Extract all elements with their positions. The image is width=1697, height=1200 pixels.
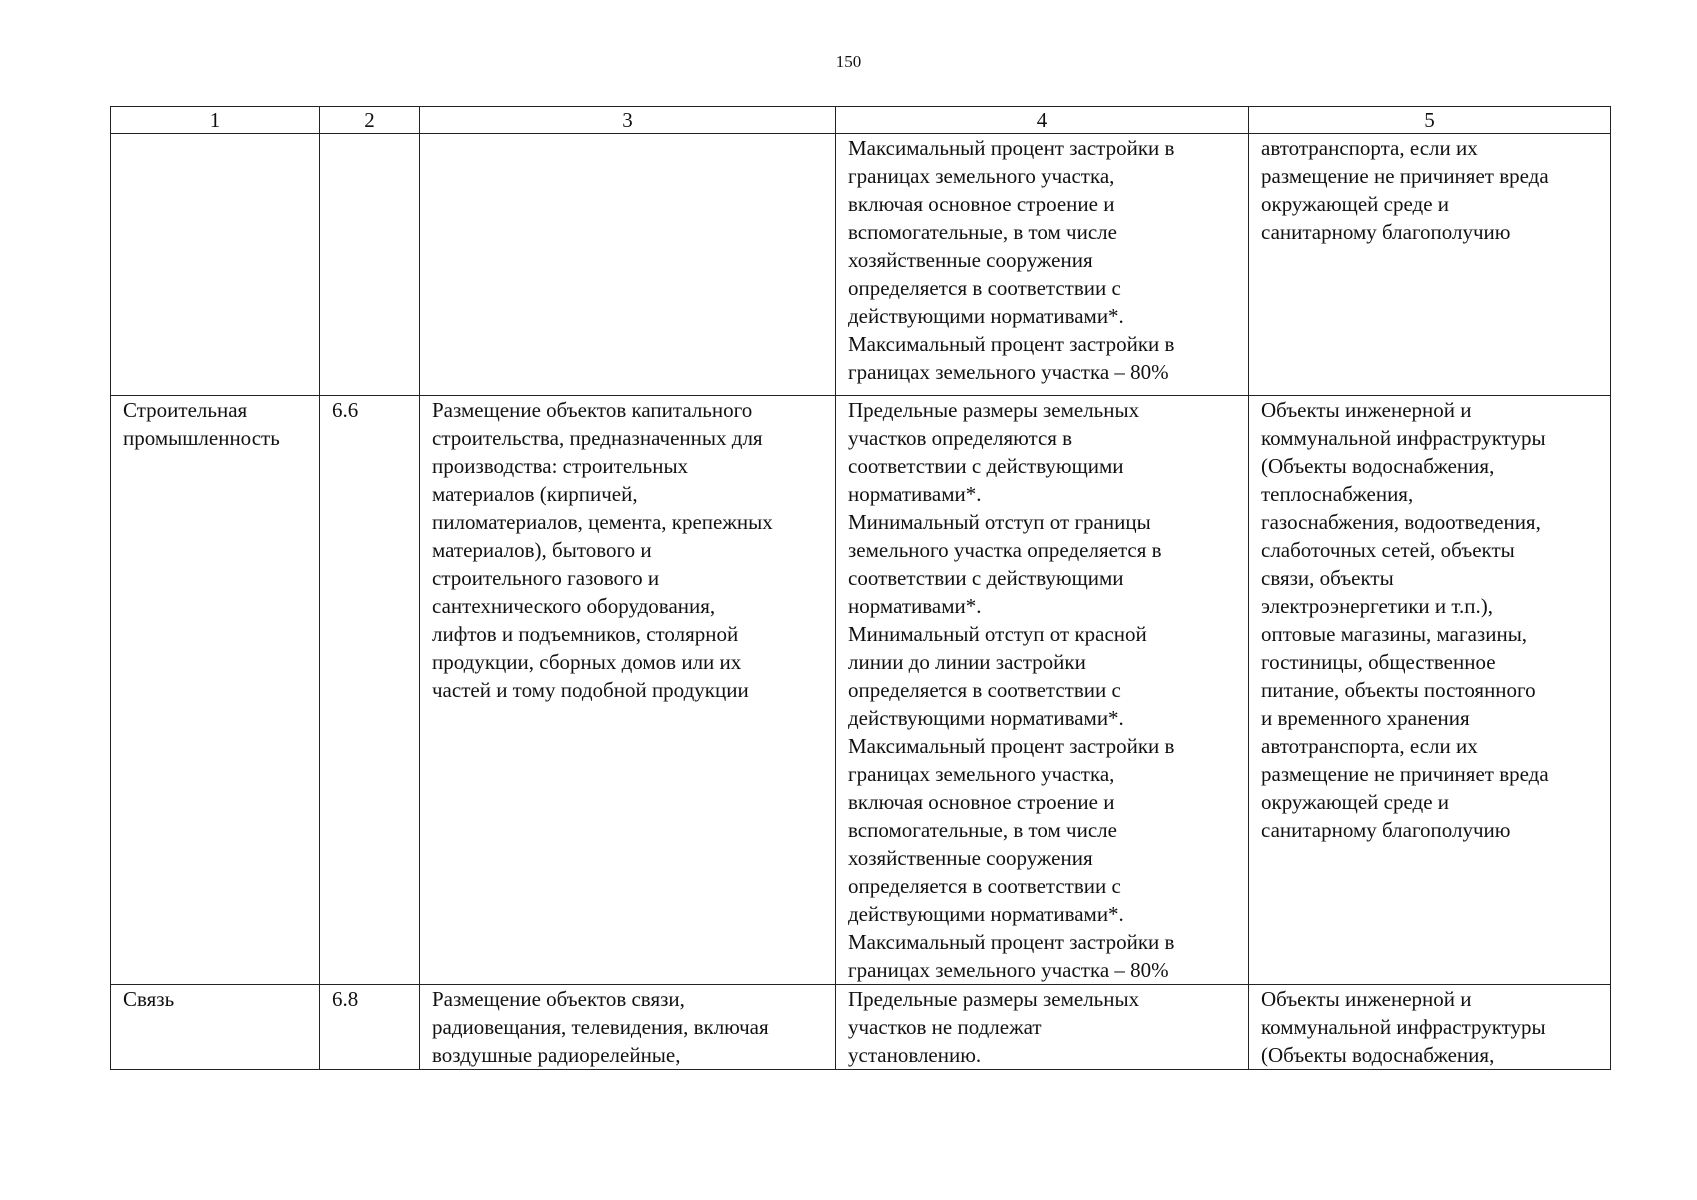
column-header-1: 1 bbox=[111, 107, 320, 134]
column-header-2: 2 bbox=[320, 107, 420, 134]
cell-text: Строительная промышленность bbox=[123, 398, 280, 450]
cell-use-description bbox=[420, 134, 836, 396]
table-row bbox=[111, 985, 1611, 1070]
zoning-table bbox=[110, 106, 1611, 1070]
cell-text: Предельные размеры земельных участков определяются в соответствии с действующими нормативами*. Минимальный отступ от границы земельного участка определяется в соответствии с действующими нормативами*. Минимальный отступ от красной линии до линии застройки определяется в соответствии с действующими нормативами*. Максимальный процент застройки в границах земельного участка, включая основное строение и вспомогательные, в том числе хозяйственные сооружения определяется в соответствии с действующими нормативами*. Максимальный процент застройки в границах земельного участка – 80% bbox=[848, 398, 1175, 982]
page-number: 150 bbox=[835, 52, 862, 71]
cell-text: Связь bbox=[123, 987, 175, 1011]
cell-text: Объекты инженерной и коммунальной инфраструктуры (Объекты водоснабжения, bbox=[1261, 987, 1546, 1067]
column-header-3: 3 bbox=[420, 107, 836, 134]
cell-use-code bbox=[320, 134, 420, 396]
cell-auxiliary-uses bbox=[1249, 985, 1611, 1070]
cell-text: Объекты инженерной и коммунальной инфраструктуры (Объекты водоснабжения, теплоснабжения, газоснабжения, водоотведения, слаботочных сетей, объекты связи, объекты электроэнергетики и т.п.), оптовые магазины, магазины, гостиницы, общественное питание, объекты постоянного и временного хранения автотранспорта, если их размещение не причиняет вреда окружающей среде и санитарному благополучию bbox=[1261, 398, 1549, 842]
column-header-4: 4 bbox=[836, 107, 1249, 134]
cell-text: Максимальный процент застройки в границах земельного участка, включая основное строение и вспомогательные, в том числе хозяйственные сооружения определяется в соответствии с действующими нормативами*. Максимальный процент застройки в границах земельного участка – 80% bbox=[848, 136, 1175, 384]
cell-auxiliary-uses bbox=[1249, 396, 1611, 985]
cell-use-description bbox=[420, 396, 836, 985]
cell-text: 6.6 bbox=[332, 398, 359, 422]
cell-use-code bbox=[320, 985, 420, 1070]
cell-parameters bbox=[836, 396, 1249, 985]
cell-text: автотранспорта, если их размещение не причиняет вреда окружающей среде и санитарному благополучию bbox=[1261, 136, 1549, 244]
cell-parameters bbox=[836, 134, 1249, 396]
cell-text: Размещение объектов связи, радиовещания, телевидения, включая воздушные радиорелейные, bbox=[432, 987, 769, 1067]
cell-use-name bbox=[111, 134, 320, 396]
cell-text: Предельные размеры земельных участков не подлежат установлению. bbox=[848, 987, 1140, 1067]
cell-use-description bbox=[420, 985, 836, 1070]
cell-text: 6.8 bbox=[332, 987, 359, 1011]
cell-use-name bbox=[111, 396, 320, 985]
column-header-5: 5 bbox=[1249, 107, 1611, 134]
table-row bbox=[111, 396, 1611, 985]
cell-text: Размещение объектов капитального строительства, предназначенных для производства: строительных материалов (кирпичей, пиломатериалов, цемента, крепежных материалов), бытового и строительного газового и сантехнического оборудования, лифтов и подъемников, столярной продукции, сборных домов или их частей и тому подобной продукции bbox=[432, 398, 773, 702]
cell-use-code bbox=[320, 396, 420, 985]
cell-use-name bbox=[111, 985, 320, 1070]
cell-auxiliary-uses bbox=[1249, 134, 1611, 396]
table-row bbox=[111, 134, 1611, 396]
table-header-row bbox=[111, 107, 1611, 134]
cell-parameters bbox=[836, 985, 1249, 1070]
